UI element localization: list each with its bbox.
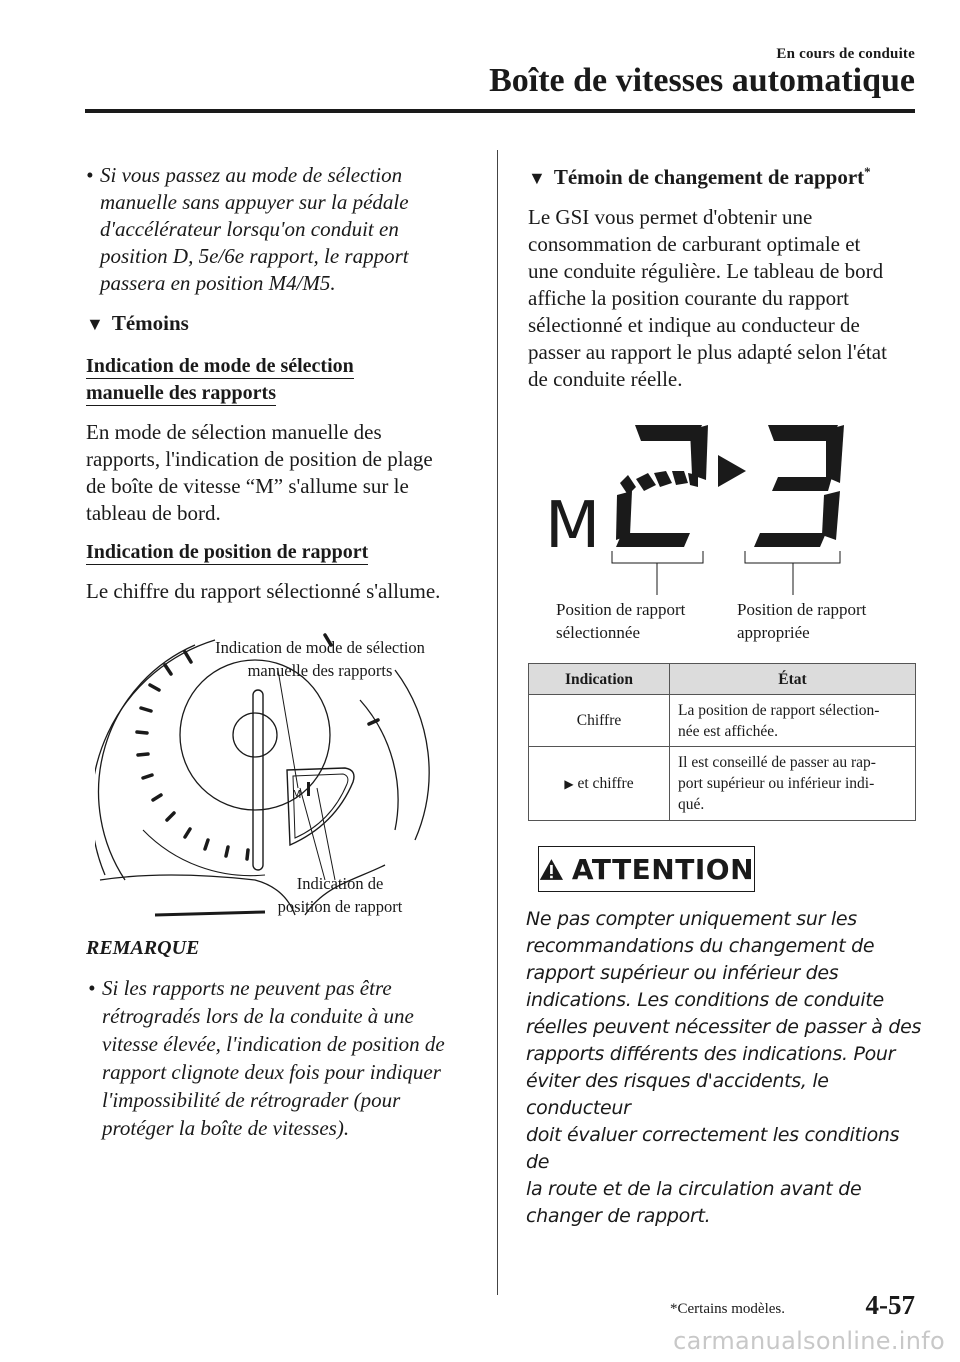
table-cell <box>529 747 670 821</box>
text-line: manuelle des rapports <box>247 661 393 680</box>
text-line: Indication de mode de sélection <box>215 638 425 657</box>
text-line: manuelle sans appuyer sur la pédale <box>100 190 409 214</box>
remarque-bullet <box>88 974 482 1142</box>
text-line: passera en position M4/M5. <box>100 271 336 295</box>
table-header: État <box>670 664 916 695</box>
running-header-title: Boîte de vitesses automatique <box>489 62 915 99</box>
text-line: Ne pas compter uniquement sur les <box>526 908 857 930</box>
text-line: Position de rapport <box>556 600 686 619</box>
warning-triangle-icon <box>539 856 564 883</box>
text-line: Position de rapport <box>737 600 867 619</box>
footnote: *Certains modèles. <box>670 1301 785 1317</box>
text-line: affiche la position courante du rapport <box>528 286 849 310</box>
page-number: 4-57 <box>865 1290 915 1320</box>
text-line: manuelle des rapports <box>86 382 276 404</box>
up-arrow-icon <box>718 455 746 487</box>
watermark: carmanualsonline.info <box>673 1327 945 1355</box>
table-cell <box>670 747 916 821</box>
text-line: la route et de la circulation avant de <box>526 1178 862 1200</box>
section-heading-gsi: ▼ Témoin de changement de rapport* <box>528 164 871 189</box>
text-line: rapport supérieur ou inférieur des <box>526 962 839 984</box>
intro-bullet <box>86 162 480 297</box>
column-divider <box>497 150 498 1295</box>
text-line: position D, 5e/6e rapport, le rapport <box>100 244 409 268</box>
header-rule <box>85 109 915 113</box>
text-line: passer au rapport le plus adapté selon l'état <box>528 340 887 364</box>
remarque-title: REMARQUE <box>86 937 200 959</box>
text-line: et chiffre <box>577 774 634 792</box>
text-line: Si vous passez au mode de sélection <box>100 163 403 187</box>
text-line: indications. Les conditions de conduite <box>526 989 884 1011</box>
gauge-label-position <box>255 872 425 918</box>
section-heading-temoins: ▼ Témoins <box>86 311 189 335</box>
gsi-display-illustration <box>540 415 860 595</box>
indication-table <box>528 663 916 821</box>
running-header-subtitle: En cours de conduite <box>776 46 915 62</box>
text-line: qué. <box>678 796 705 813</box>
text-line: rapports différents des indications. Pour <box>526 1043 896 1065</box>
table-row <box>529 695 916 747</box>
text-line: rapports, l'indication de position de plage <box>86 447 433 471</box>
attention-paragraph <box>526 906 926 1230</box>
triangle-marker-icon: ▼ <box>528 168 546 188</box>
text-line: position de rapport <box>277 897 403 916</box>
text-line: Il est conseillé de passer au rap- <box>678 754 876 771</box>
text-line: une conduite régulière. Le tableau de bord <box>528 259 884 283</box>
text-line: doit évaluer correctement les conditions de <box>526 1124 900 1173</box>
text-line: Si les rapports ne peuvent pas être <box>102 976 392 1000</box>
gsi-m-letter: M <box>545 489 601 563</box>
text-line: recommandations du changement de <box>526 935 875 957</box>
paragraph-manual-mode <box>86 419 486 527</box>
text-line: éviter des risques d'accidents, le conducteur <box>526 1070 829 1119</box>
text-line: changer de rapport. <box>526 1205 711 1227</box>
text-line: d'accélérateur lorsqu'on conduit en <box>100 217 399 241</box>
paragraph-gear-position: Le chiffre du rapport sélectionné s'allume. <box>86 579 441 603</box>
text-line: tableau de bord. <box>86 501 221 525</box>
text-line: En mode de sélection manuelle des <box>86 420 382 444</box>
text-line: de conduite réelle. <box>528 367 683 391</box>
text-line: née est affichée. <box>678 722 778 740</box>
play-triangle-icon: ▶ <box>564 776 574 791</box>
gsi-label-appropriate <box>737 598 866 644</box>
subheading-gear-position: Indication de position de rapport <box>86 541 369 563</box>
gsi-label-selected <box>556 598 685 644</box>
attention-box <box>538 846 755 892</box>
gauge-m-glyph: M <box>292 788 302 801</box>
table-cell <box>670 695 916 747</box>
triangle-marker-icon: ▼ <box>86 314 104 334</box>
text-line: vitesse élevée, l'indication de position de <box>102 1032 445 1056</box>
table-row <box>529 747 916 821</box>
text-line: de boîte de vitesse “M” s'allume sur le <box>86 474 409 498</box>
text-line: Indication de <box>296 874 384 893</box>
text-line: réelles peuvent nécessiter de passer à des <box>526 1016 922 1038</box>
text-line: consommation de carburant optimale et <box>528 232 861 256</box>
text-line: rapport clignote deux fois pour indiquer <box>102 1060 441 1084</box>
bullet-dot: • <box>88 976 96 1000</box>
subheading-manual-mode <box>86 353 354 407</box>
text-line: Le GSI vous permet d'obtenir une <box>528 205 813 229</box>
table-cell: Chiffre <box>529 695 670 747</box>
paragraph-gsi <box>528 204 918 393</box>
text-line: Indication de mode de sélection <box>86 355 354 377</box>
text-line: sélectionnée <box>556 623 641 642</box>
asterisk-marker: * <box>864 164 871 179</box>
attention-label: ATTENTION <box>571 852 754 886</box>
text-line: port supérieur ou inférieur indi- <box>678 775 875 792</box>
table-header: Indication <box>529 664 670 695</box>
text-line: protéger la boîte de vitesses). <box>102 1116 350 1140</box>
text-line: l'impossibilité de rétrograder (pour <box>102 1088 401 1112</box>
bullet-dot: • <box>86 163 94 187</box>
text-line: appropriée <box>737 623 810 642</box>
text-line: La position de rapport sélection- <box>678 701 880 719</box>
gauge-label-mode <box>185 636 455 682</box>
text-line: sélectionné et indique au conducteur de <box>528 313 860 337</box>
text-line: rétrogradés lors de la conduite à une <box>102 1004 414 1028</box>
